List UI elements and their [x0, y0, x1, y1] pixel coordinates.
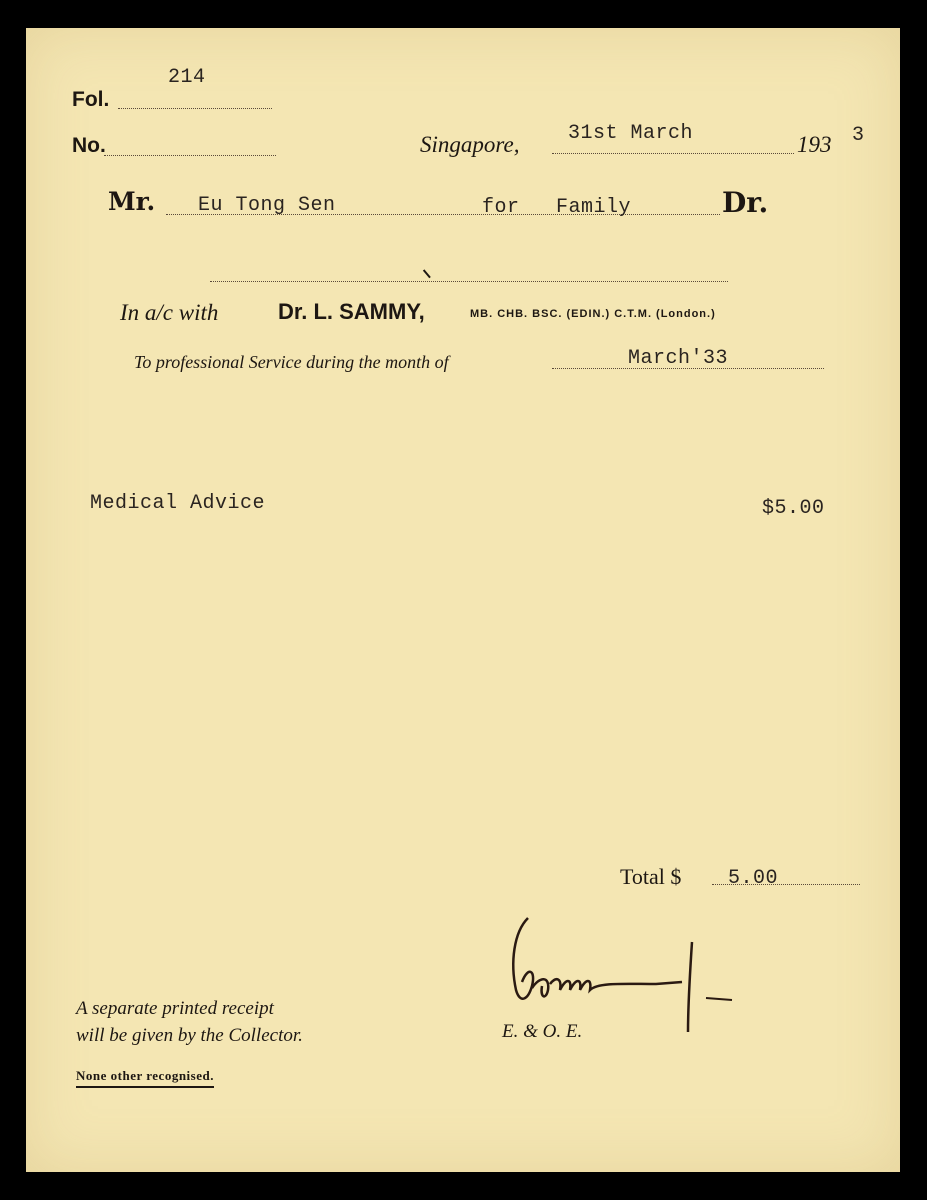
- number-label: No.: [72, 134, 106, 157]
- receipt-note-line1: A separate printed receipt: [76, 998, 274, 1019]
- total-value: 5.00: [728, 867, 779, 890]
- blank-line: [210, 281, 728, 282]
- addressee-prefix: Mr.: [108, 187, 156, 216]
- doctor-name: Dr. L. SAMMY,: [278, 299, 425, 324]
- item-description: Medical Advice: [90, 492, 266, 515]
- service-month: March'33: [628, 347, 729, 370]
- doctor-qualifications: MB. CHB. BSC. (EDIN.) C.T.M. (London.): [470, 308, 716, 320]
- addressee-for: for: [482, 196, 520, 219]
- place-label: Singapore,: [420, 132, 520, 157]
- account-intro: In a/c with: [120, 300, 219, 325]
- debtor-mark: Dr.: [722, 186, 769, 219]
- folio-line: [118, 108, 272, 109]
- addressee-line: [166, 214, 720, 215]
- number-line: [104, 155, 276, 156]
- year-prefix: 193: [797, 132, 832, 157]
- signature: [506, 912, 738, 1036]
- none-other-recognised: None other recognised.: [76, 1068, 214, 1088]
- year-suffix: 3: [852, 124, 865, 147]
- service-text: To professional Service during the month of: [134, 352, 449, 372]
- addressee-name: Eu Tong Sen: [198, 194, 336, 217]
- date-value: 31st March: [568, 122, 694, 145]
- folio-value: 214: [168, 66, 206, 89]
- item-amount: $5.00: [762, 497, 825, 520]
- date-line: [552, 153, 794, 154]
- total-label: Total $: [620, 864, 682, 889]
- folio-label: Fol.: [72, 88, 110, 111]
- receipt-note-line2: will be given by the Collector.: [76, 1025, 303, 1046]
- total-line: [712, 884, 860, 885]
- errors-omissions: E. & O. E.: [502, 1021, 583, 1042]
- addressee-family: Family: [556, 196, 632, 219]
